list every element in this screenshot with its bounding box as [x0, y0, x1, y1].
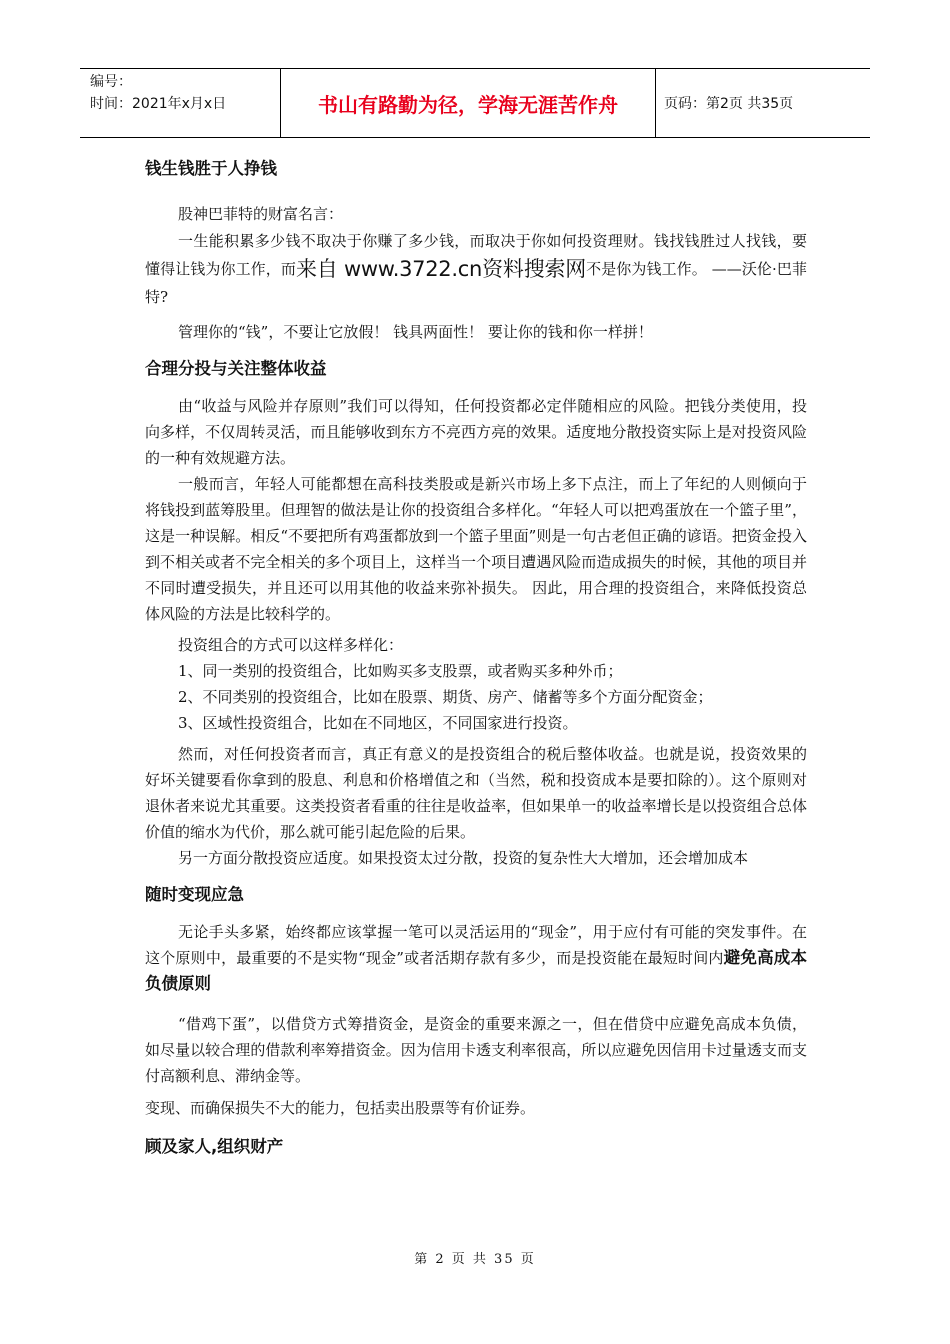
- paragraph: 另一方面分散投资应适度。如果投资太过分散，投资的复杂性大大增加，还会增加成本: [178, 849, 749, 867]
- inline-section-title: 避免高成本负债原则: [145, 948, 808, 993]
- watermark-text: 来自 www.3722.cn资料搜索网: [295, 257, 587, 281]
- paragraph: [145, 919, 807, 997]
- section-title: 合理分投与关注整体收益: [145, 359, 327, 378]
- list-item: 3、区域性投资组合，比如在不同地区，不同国家进行投资。: [178, 714, 578, 732]
- section-title: 顾及家人,组织财产: [145, 1137, 284, 1156]
- page-footer: 第 2 页 共 35 页: [414, 1252, 536, 1267]
- header-motto: 书山有路勤为径，学海无涯苦作舟: [280, 69, 656, 137]
- list-item: 2、不同类别的投资组合，比如在股票、期货、房产、储蓄等多个方面分配资金；: [178, 688, 713, 706]
- section-title: 钱生钱胜于人挣钱: [145, 159, 277, 178]
- paragraph-text: 一生能积累多少钱不取决于你赚了多少钱，而取决于你如何投资理财。钱找钱胜过人找钱，要懂得让钱为你工作，而: [145, 232, 807, 278]
- page-header: [80, 68, 870, 138]
- number-label: 编号：: [90, 74, 132, 90]
- document-body: [145, 155, 807, 1157]
- paragraph: 然而，对任何投资者而言，真正有意义的是投资组合的税后整体收益。也就是说，投资效果的好坏关键要看你拿到的股息、利息和价格增值之和（当然，税和投资成本是要扣除的）。这个原则对退休者来说尤其重要。这类投资者看重的往往是收益率，但如果单一的收益率增长是以投资组合总体价值的缩水为代价，那么就可能引起危险的后果。: [145, 745, 807, 841]
- paragraph-text: 无论手头多紧，始终都应该掌握一笔可以灵活运用的“现金”，用于应付有可能的突发事件。在这个原则中，最重要的不是实物“现金”或者活期存款有多少，而是投资能在最短时间内: [145, 923, 807, 967]
- paragraph: 投资组合的方式可以这样多样化：: [178, 636, 404, 654]
- section-title: 随时变现应急: [145, 885, 244, 904]
- list-item: 1、同一类别的投资组合，比如购买多支股票，或者购买多种外币；: [178, 662, 623, 680]
- header-left-cell: [80, 69, 280, 137]
- paragraph: 变现、而确保损失不大的能力，包括卖出股票等有价证券。: [145, 1099, 536, 1117]
- paragraph: [145, 227, 807, 311]
- date-label: 时间：2021年x月x日: [90, 96, 227, 112]
- paragraph: 一般而言，年轻人可能都想在高科技类股或是新兴市场上多下点注，而上了年纪的人则倾向于将钱投到蓝筹股里。但理智的做法是让你的投资组合多样化。“年轻人可以把鸡蛋放在一个篮子里”，这是一种误解。相反“不要把所有鸡蛋都放到一个篮子里面”则是一句古老但正确的谚语。把资金投入到不相关或者不完全相关的多个项目上，这样当一个项目遭遇风险而造成损失的时候，其他的项目并不同时遭受损失，并且还可以用其他的收益来弥补损失。 因此，用合理的投资组合，来降低投资总体风险的方法是比较科学的。: [145, 475, 807, 623]
- paragraph: 由“收益与风险并存原则”我们可以得知，任何投资都必定伴随相应的风险。把钱分类使用，投向多样，不仅周转灵活，而且能够收到东方不亮西方亮的效果。适度地分散投资实际上是对投资风险的一种有效规避方法。: [145, 397, 807, 467]
- paragraph-text: 不是你为钱工作。 ——沃伦·巴菲特?: [145, 260, 807, 306]
- paragraph: 股神巴菲特的财富名言：: [178, 205, 344, 223]
- paragraph: 管理你的“钱”，不要让它放假！ 钱具两面性！ 要让你的钱和你一样拼！: [178, 323, 653, 341]
- paragraph: “借鸡下蛋”，以借贷方式筹措资金，是资金的重要来源之一，但在借贷中应避免高成本负债，如尽量以较合理的借款利率筹措资金。因为信用卡透支利率很高，所以应避免因信用卡过量透支而支付高额利息、滞纳金等。: [145, 1015, 807, 1085]
- header-page-info: 页码：第2页 共35页: [664, 96, 794, 112]
